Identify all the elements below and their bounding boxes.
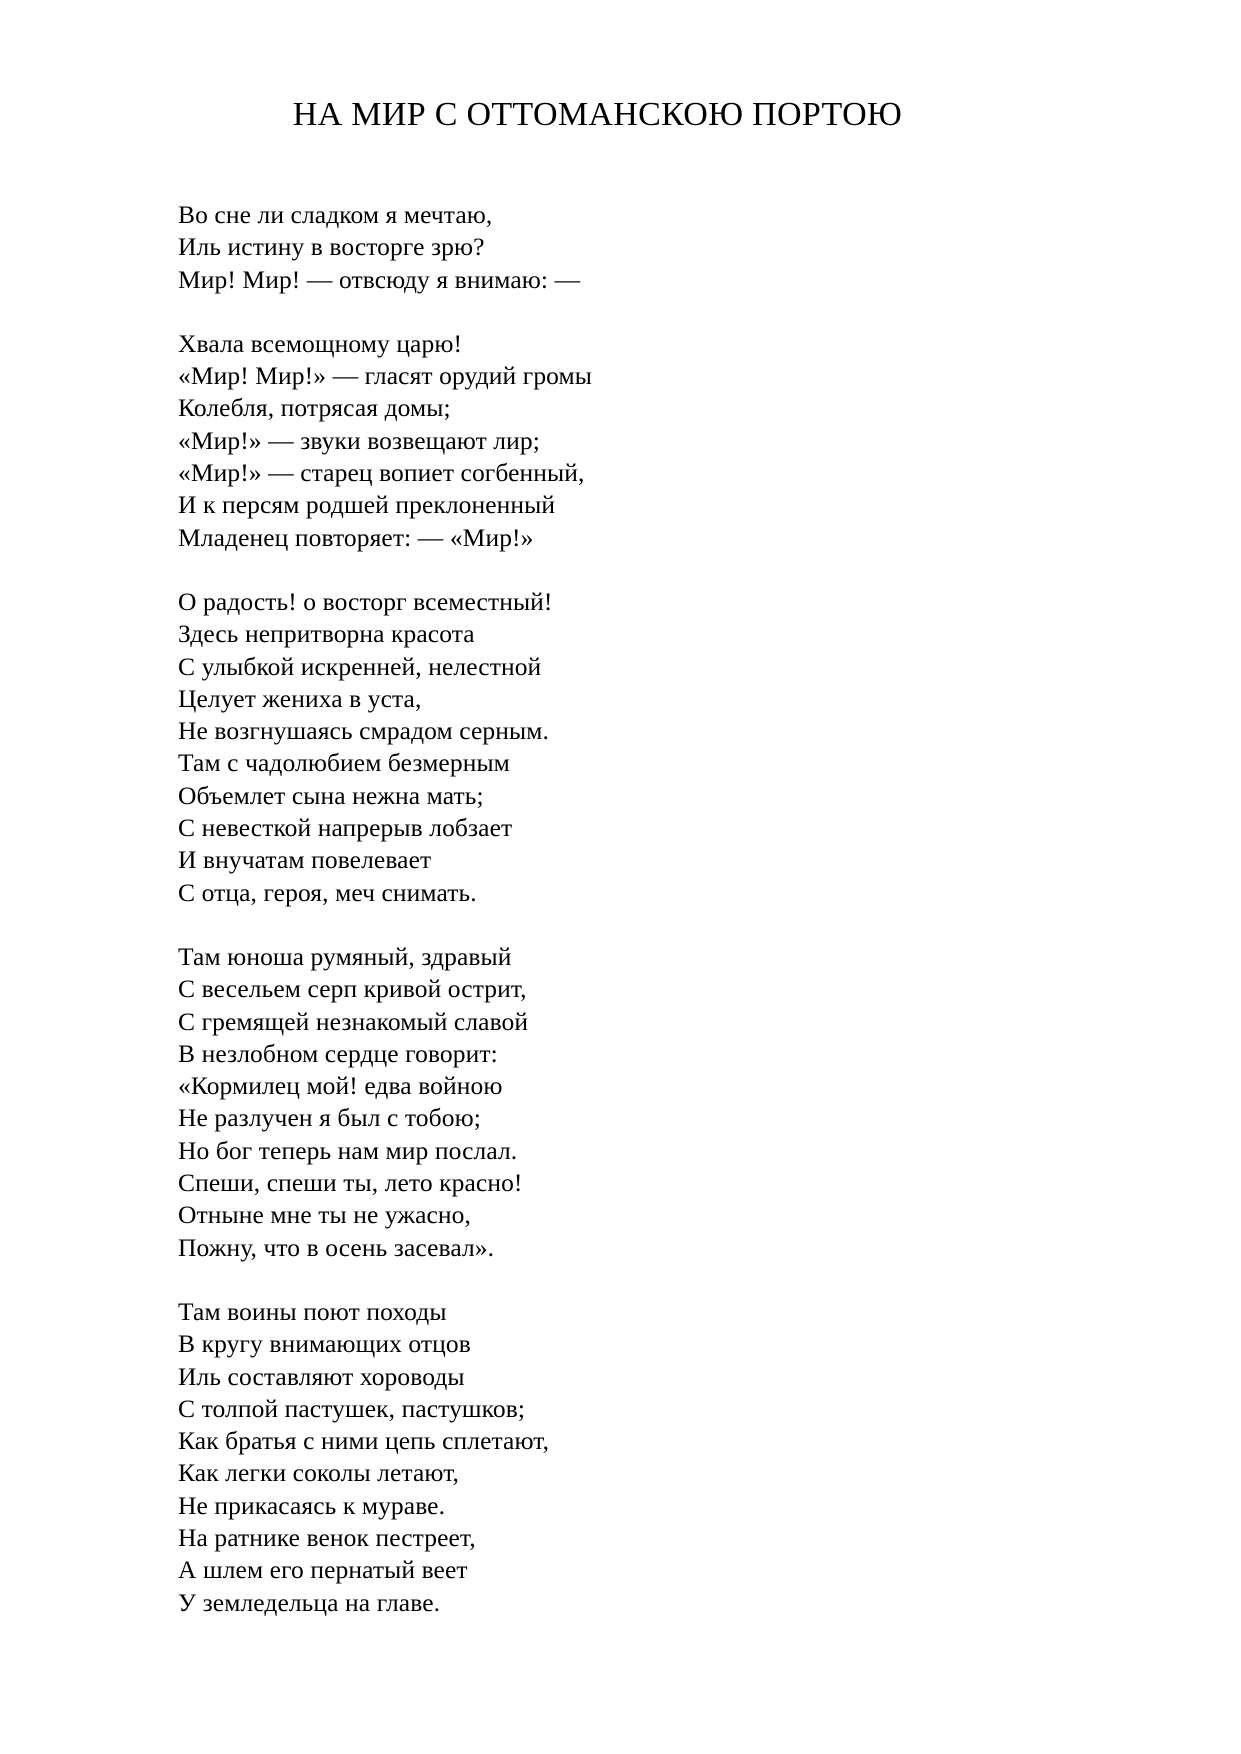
poem-body [178,199,1078,1651]
poem-line: С весельем серп кривой острит, [178,974,527,1004]
stanza [178,941,1078,1264]
poem-line: С гремящей незнакомый славой [178,1006,529,1036]
poem-line: «Мир!» — старец вопиет согбенный, [178,458,585,488]
poem-line: Мир! Мир! — отвсюду я внимаю: — [178,264,581,294]
poem-line: Спеши, спеши ты, лето красно! [178,1168,523,1198]
poem-line: И внучатам повелевает [178,845,432,875]
poem-line: Иль истину в восторге зрю? [178,232,485,262]
poem-title: НА МИР С ОТТОМАНСКОЮ ПОРТОЮ [292,96,903,133]
poem-line: Целует жениха в уста, [178,683,422,713]
poem-line: Пожну, что в осень засевал». [178,1232,495,1262]
poem-line: Там с чадолюбием безмерным [178,748,510,778]
stanza [178,586,1078,909]
poem-line: В незлобном сердце говорит: [178,1038,498,1068]
poem-line: С улыбкой искренней, нелестной [178,651,542,681]
poem-line: Иль составляют хороводы [178,1361,465,1391]
poem-line: С отца, героя, меч снимать. [178,877,477,907]
stanza [178,1296,1078,1619]
poem-line: Колебля, потрясая домы; [178,393,451,423]
poem-line: Не разлучен я был с тобою; [178,1103,481,1133]
poem-line: Там юноша румяный, здравый [178,941,512,971]
stanza [178,199,1078,296]
poem-line: В кругу внимающих отцов [178,1329,471,1359]
poem-line: Как легки соколы летают, [178,1458,460,1488]
poem-line: А шлем его пернатый веет [178,1555,468,1585]
poem-line: С толпой пастушек, пастушков; [178,1393,526,1423]
poem-line: Здесь непритворна красота [178,619,475,649]
poem-line: «Мир! Мир!» — гласят орудий громы [178,361,593,391]
poem-line: Объемлет сына нежна мать; [178,780,484,810]
poem-line: Но бог теперь нам мир послал. [178,1135,518,1165]
poem-line: Не прикасаясь к мураве. [178,1490,446,1520]
poem-line: О радость! о восторг всеместный! [178,586,553,616]
poem-line: Во сне ли сладком я мечтаю, [178,200,493,229]
poem-line: И к персям родшей преклоненный [178,490,556,520]
poem-line: С невесткой напрерыв лобзает [178,813,513,843]
stanza [178,328,1078,554]
poem-line: Там воины поют походы [178,1296,447,1326]
poem-line: Младенец повторяет: — «Мир!» [178,522,534,552]
poem-line: На ратнике венок пестреет, [178,1522,476,1552]
poem-line: Отныне мне ты не ужасно, [178,1200,471,1230]
poem-line: Не возгнушаясь смрадом серным. [178,716,549,746]
poem-line: «Кормилец мой! едва войною [178,1071,503,1101]
poem-line: «Мир!» — звуки возвещают лир; [178,425,540,455]
poem-line: У земледельца на главе. [178,1587,441,1617]
poem-line: Как братья с ними цепь сплетают, [178,1426,550,1456]
poem-line: Хвала всемощному царю! [178,328,463,358]
